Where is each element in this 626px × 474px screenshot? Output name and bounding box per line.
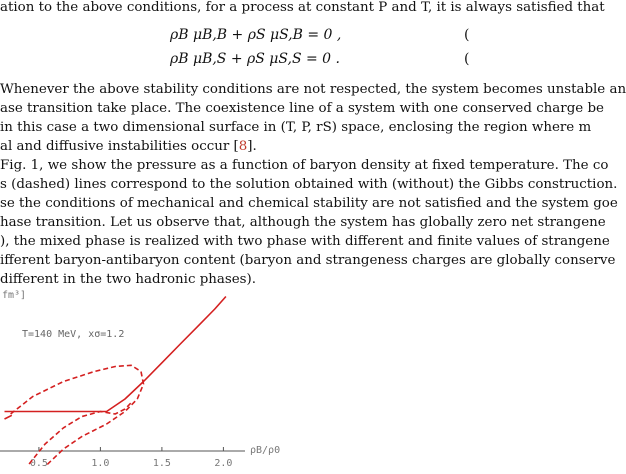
text-line-5 — [0, 137, 257, 157]
text-line-7: s (dashed) lines correspond to the solution obtained with (without) the Gibbs construction. — [0, 177, 618, 192]
solid-curve-1 — [5, 415, 12, 419]
x-ticks-group — [30, 447, 233, 469]
pressure-density-figure — [0, 284, 474, 474]
text-line-10: ), the mixed phase is realized with two phase with different and finite values of strangene — [0, 234, 610, 249]
x-tick-label: 1.5 — [152, 458, 171, 469]
text-line-8: se the conditions of mechanical and chemical stability are not satisfied and the system goe — [0, 196, 618, 211]
text-line-12: different in the two hadronic phases). — [0, 272, 257, 287]
text-line-1: ation to the above conditions, for a process at constant P and T, it is always satisfied that — [0, 0, 605, 15]
x-tick-label: 1.0 — [91, 458, 110, 469]
text-line-6: Fig. 1, we show the pressure as a function of baryon density at fixed temperature. The co — [0, 158, 609, 173]
equation-2-number: ( — [464, 51, 470, 67]
equation-1-number: ( — [464, 27, 470, 43]
text-line-2: Whenever the above stability conditions are not respected, the system becomes unstable an — [0, 82, 626, 97]
figure-annotation: T=140 MeV, xσ=1.2 — [22, 329, 125, 340]
x-tick-label: 0.5 — [29, 458, 48, 469]
citation-link[interactable]: 8 — [238, 139, 248, 154]
text-line-4: in this case a two dimensional surface in (T, P, rS) space, enclosing the region where m — [0, 120, 592, 135]
text-line-3: ase transition take place. The coexistence line of a system with one conserved charge be — [0, 101, 604, 116]
curves-group — [5, 297, 226, 467]
x-axis-label: ρB/ρ0 — [250, 445, 281, 456]
text-line-9: hase transition. Let us observe that, although the system has globally zero net strangene — [0, 215, 606, 230]
text-line-5-pre: al and diffusive instabilities occur [ — [0, 139, 239, 154]
equation-2: ρB μB,S + ρS μS,S = 0 . — [170, 51, 340, 67]
y-unit-label: fm³] — [2, 290, 27, 301]
x-tick-label: 2.0 — [214, 458, 233, 469]
text-line-11: ifferent baryon-antibaryon content (baryon and strangeness charges are globally conserve — [0, 253, 616, 268]
text-line-5-post: ]. — [247, 139, 257, 154]
equation-1: ρB μB,B + ρS μS,B = 0 , — [170, 27, 342, 43]
